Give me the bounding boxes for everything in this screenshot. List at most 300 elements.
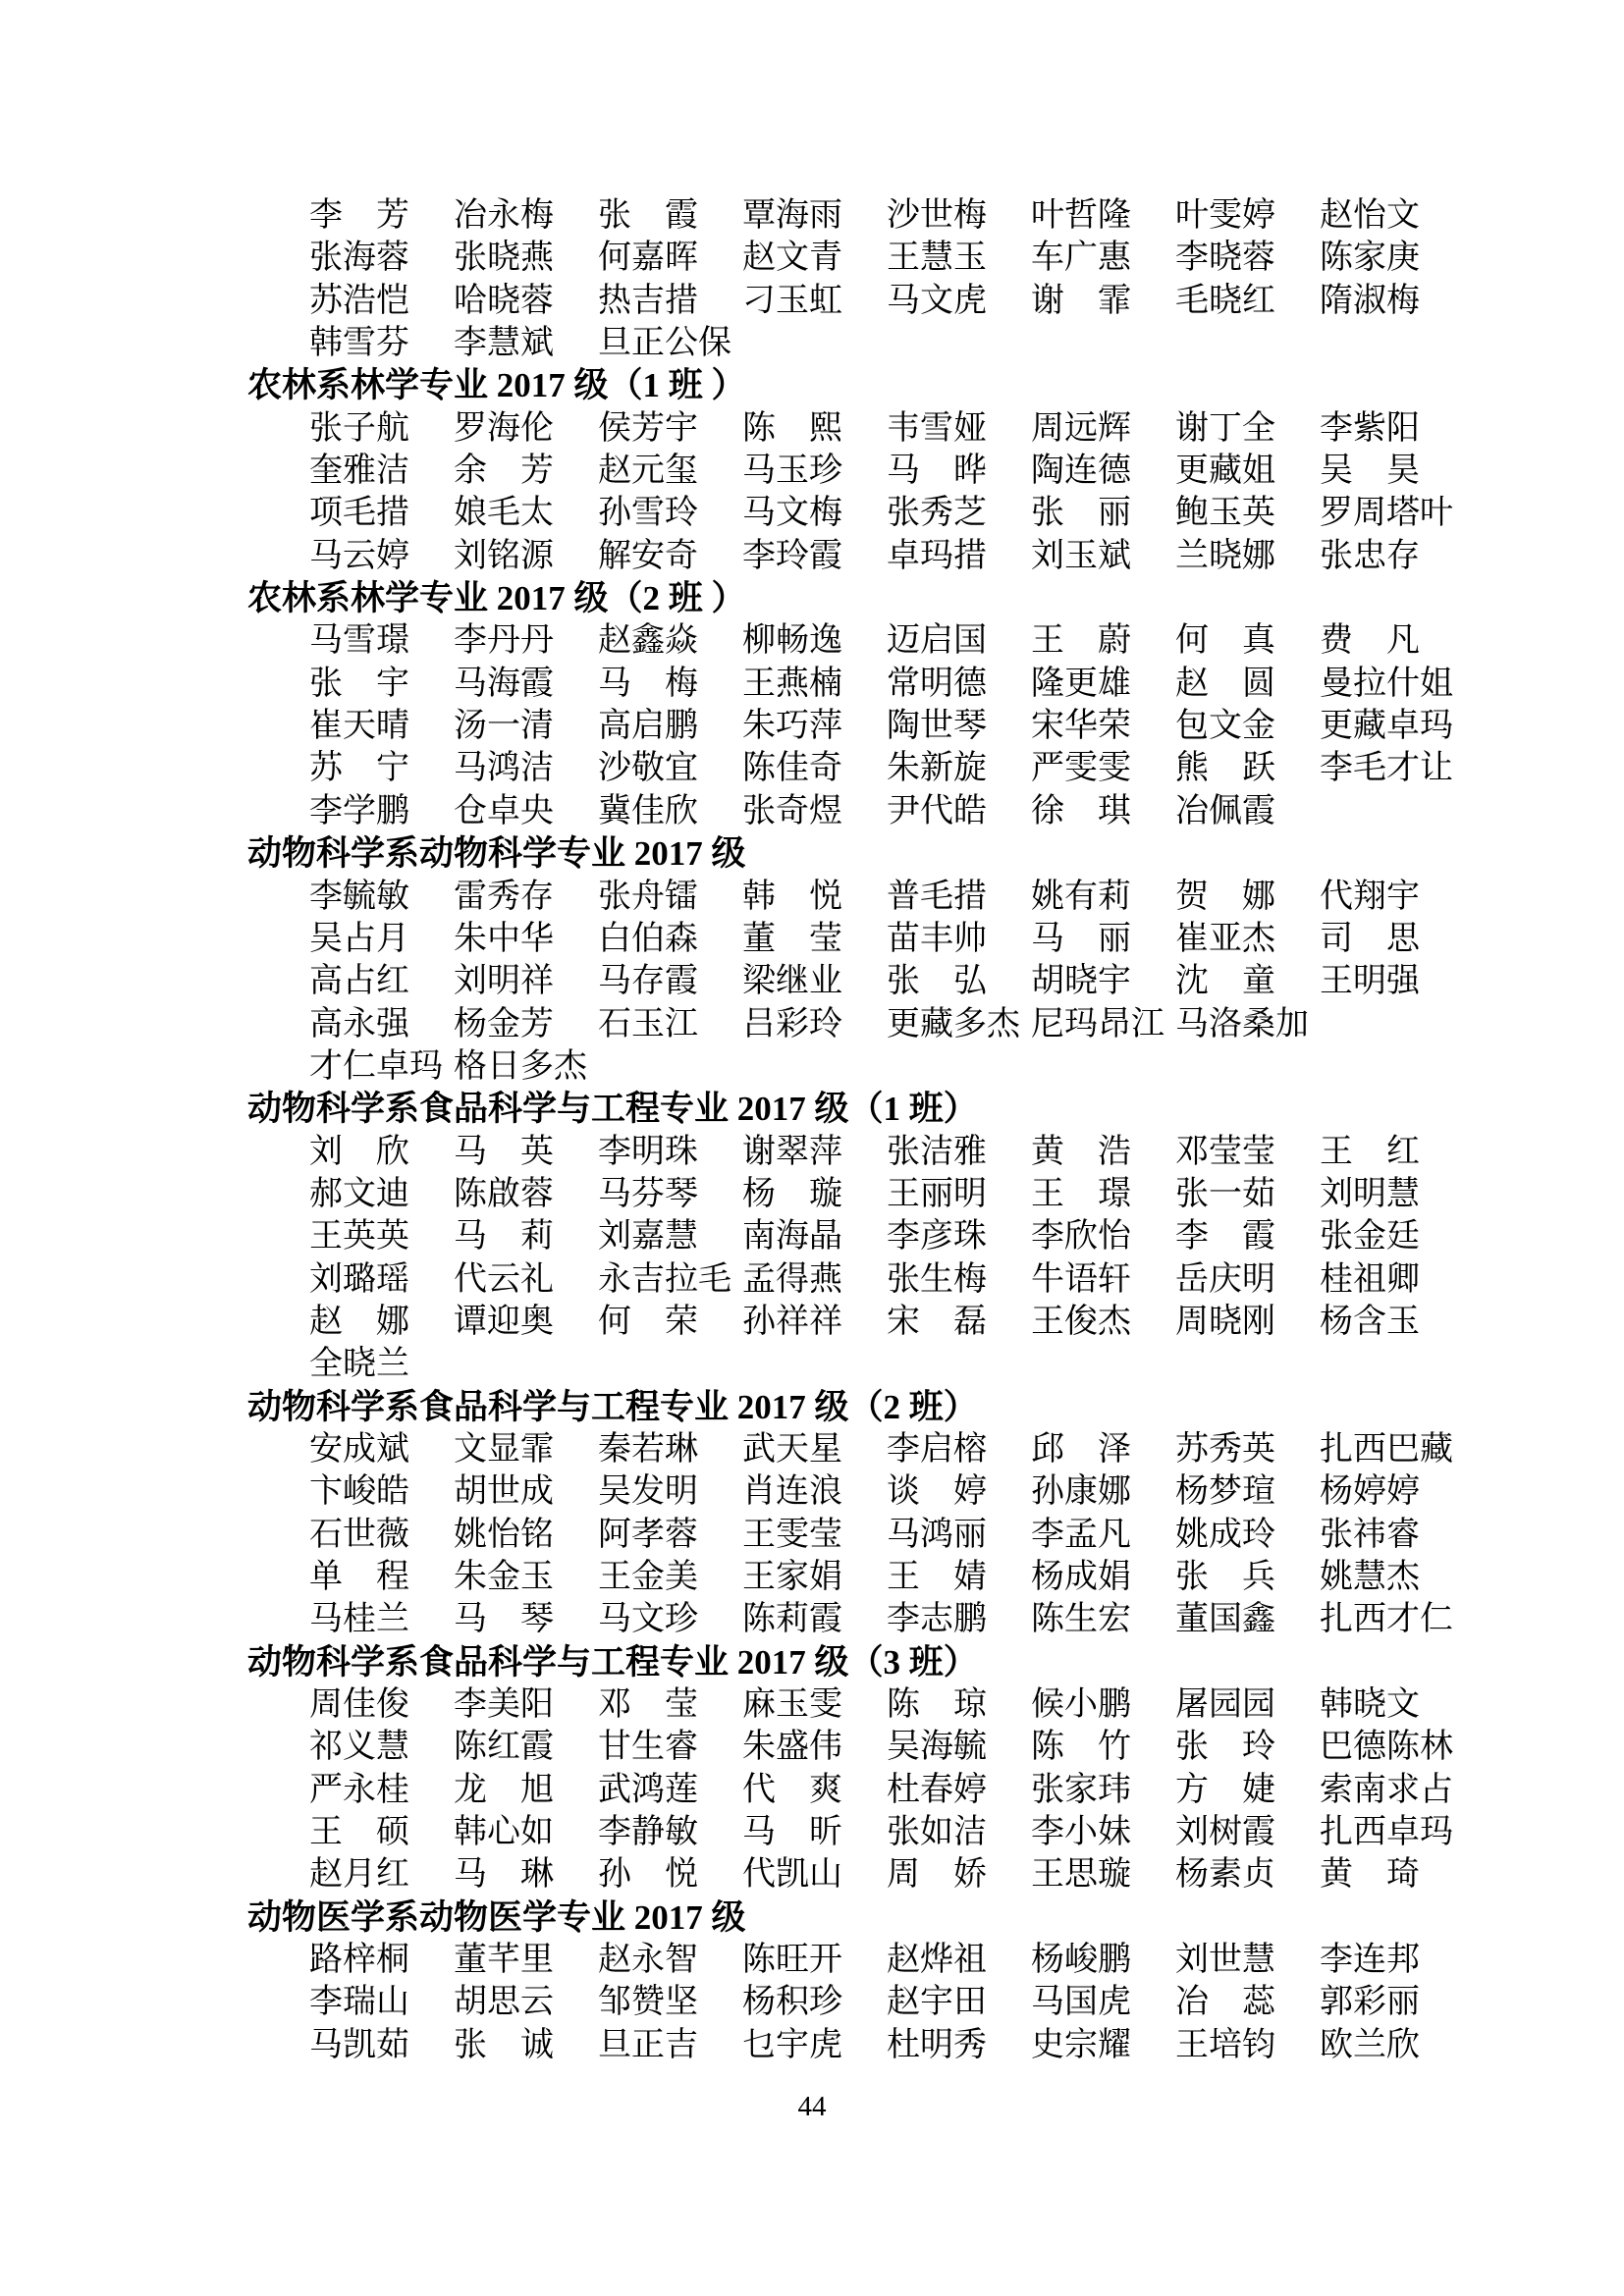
student-name: 扎西才仁 [1320,1601,1453,1638]
student-name: 武鸿莲 [598,1771,698,1808]
student-name: 杜明秀 [887,2026,987,2063]
student-name: 沙世梅 [887,197,987,234]
student-name: 邓莹莹 [1175,1133,1275,1170]
student-name: 覃海雨 [742,197,842,234]
student-name: 余 芳 [454,453,554,490]
student-name: 王丽明 [887,1175,987,1212]
student-name: 鲍玉英 [1175,495,1275,532]
section-header: 动物科学系食品科学与工程专业 2017 级（2 班） [247,1387,978,1426]
student-name: 张奇煜 [742,792,842,829]
student-name: 朱盛伟 [742,1729,842,1766]
student-name: 石世薇 [309,1516,409,1553]
student-name: 马 梅 [598,665,698,702]
name-row [0,1683,1624,1726]
student-name: 李欣怡 [1031,1218,1131,1255]
name-row [0,790,1624,832]
student-name: 马 晔 [887,453,987,490]
student-name: 汤一清 [454,708,554,745]
student-name: 韦雪娅 [887,409,987,447]
student-name: 李志鹏 [887,1601,987,1638]
student-name: 卞峻皓 [309,1473,409,1511]
student-name: 王 红 [1320,1133,1420,1170]
student-name: 张 弘 [887,963,987,1000]
student-name: 陈 熙 [742,409,842,447]
student-name: 李慧斌 [454,325,554,362]
name-row [0,1215,1624,1257]
student-name: 马鸿丽 [887,1516,987,1553]
student-name: 谢丁全 [1175,409,1275,447]
student-name: 张 诚 [454,2026,554,2063]
student-name: 王 蔚 [1031,622,1131,660]
student-name: 石玉江 [598,1005,698,1042]
name-row [0,407,1624,450]
student-name: 王明强 [1320,963,1420,1000]
student-name: 马鸿洁 [454,750,554,787]
student-name: 朱新旋 [887,750,987,787]
student-name: 格日多杰 [454,1047,587,1085]
name-row [0,1003,1624,1045]
student-name: 卓玛措 [887,537,987,574]
student-name: 张生梅 [887,1260,987,1298]
name-row [0,1343,1624,1385]
student-name: 李 霞 [1175,1218,1275,1255]
student-name: 李小妹 [1031,1814,1131,1851]
section-header: 农林系林学专业 2017 级（2 班 ） [247,579,746,618]
student-name: 谢 霏 [1031,282,1131,319]
student-name: 兰晓娜 [1175,537,1275,574]
student-name: 刁玉虹 [742,282,842,319]
student-name: 孙雪玲 [598,495,698,532]
student-name: 梁继业 [742,963,842,1000]
student-name: 马存霞 [598,963,698,1000]
student-name: 何 真 [1175,622,1275,660]
student-name: 陈啟蓉 [454,1175,554,1212]
student-name: 董芊里 [454,1942,554,1979]
student-name: 赵永智 [598,1942,698,1979]
name-row [0,1258,1624,1301]
student-name: 陶连德 [1031,453,1131,490]
student-name: 龙 旭 [454,1771,554,1808]
student-name: 解安奇 [598,537,698,574]
student-name: 姚成玲 [1175,1516,1275,1553]
student-name: 隆更雄 [1031,665,1131,702]
student-name: 肖连浪 [742,1473,842,1511]
student-name: 欧兰欣 [1320,2026,1420,2063]
student-name: 杜春婷 [887,1771,987,1808]
student-name: 李彦珠 [887,1218,987,1255]
name-row [0,1981,1624,2023]
name-row [0,1726,1624,1768]
student-name: 赵怡文 [1320,197,1420,234]
student-name: 王雯莹 [742,1516,842,1553]
student-name: 李孟凡 [1031,1516,1131,1553]
student-name: 李静敏 [598,1814,698,1851]
student-name: 陈红霞 [454,1729,554,1766]
student-name: 黄 琦 [1320,1856,1420,1894]
student-name: 赵文青 [742,240,842,277]
student-name: 安成斌 [309,1430,409,1468]
name-row [0,1556,1624,1598]
student-name: 仓卓央 [454,792,554,829]
student-name: 王培钧 [1175,2026,1275,2063]
student-name: 冶永梅 [454,197,554,234]
student-name: 韩晓文 [1320,1686,1420,1724]
student-name: 杨积珍 [742,1984,842,2021]
student-name: 代 爽 [742,1771,842,1808]
student-name: 董国鑫 [1175,1601,1275,1638]
student-name: 李毓敏 [309,878,409,915]
student-name: 苏秀英 [1175,1430,1275,1468]
student-name: 张 丽 [1031,495,1131,532]
student-name: 苏浩恺 [309,282,409,319]
name-row [0,1131,1624,1173]
student-name: 杨素贞 [1175,1856,1275,1894]
student-name: 娘毛太 [454,495,554,532]
student-name: 姚怡铭 [454,1516,554,1553]
student-name: 严雯雯 [1031,750,1131,787]
student-name: 苗丰帅 [887,920,987,957]
student-name: 更藏卓玛 [1320,708,1453,745]
student-name: 王 婧 [887,1559,987,1595]
student-name: 侯芳宇 [598,409,698,447]
student-name: 赵鑫焱 [598,622,698,660]
name-row [0,1428,1624,1470]
student-name: 刘明慧 [1320,1175,1420,1212]
student-name: 王家娟 [742,1559,842,1595]
student-name: 杨梦瑄 [1175,1473,1275,1511]
student-name: 张如洁 [887,1814,987,1851]
student-name: 吕彩玲 [742,1005,842,1042]
student-name: 李毛才让 [1320,750,1453,787]
student-name: 沈 童 [1175,963,1275,1000]
student-name: 更藏多杰 [887,1005,1020,1042]
student-name: 马玉珍 [742,453,842,490]
student-name: 刘玉斌 [1031,537,1131,574]
student-name: 代云礼 [454,1260,554,1298]
student-name: 祁义慧 [309,1729,409,1766]
student-name: 岳庆明 [1175,1260,1275,1298]
student-name: 朱金玉 [454,1559,554,1595]
student-name: 马 琴 [454,1601,554,1638]
student-name: 沙敬宜 [598,750,698,787]
student-name: 奎雅洁 [309,453,409,490]
student-name: 尹代皓 [887,792,987,829]
student-name: 杨成娟 [1031,1559,1131,1595]
name-row [0,663,1624,705]
student-name: 马文梅 [742,495,842,532]
student-name: 胡思云 [454,1984,554,2021]
student-name: 张祎睿 [1320,1516,1420,1553]
student-name: 张 玲 [1175,1729,1275,1766]
student-name: 热吉措 [598,282,698,319]
student-name: 谭迎奥 [454,1303,554,1340]
name-row [0,1514,1624,1556]
student-name: 赵烨祖 [887,1942,987,1979]
student-name: 张海蓉 [309,240,409,277]
name-row [0,705,1624,747]
student-name: 邓 莹 [598,1686,698,1724]
name-row [0,237,1624,279]
student-name: 扎西巴藏 [1320,1430,1453,1468]
student-name: 曼拉什姐 [1320,665,1453,702]
name-row [0,1811,1624,1853]
student-name: 韩雪芬 [309,325,409,362]
student-name: 贺 娜 [1175,878,1275,915]
page-number: 44 [797,2091,827,2122]
student-name: 何嘉晖 [598,240,698,277]
student-name: 李明珠 [598,1133,698,1170]
student-name: 牛语轩 [1031,1260,1131,1298]
student-name: 马文虎 [887,282,987,319]
student-name: 赵 圆 [1175,665,1275,702]
name-row [0,1939,1624,1981]
student-name: 刘铭源 [454,537,554,574]
student-name: 陈旺开 [742,1942,842,1979]
student-name: 冀佳欣 [598,792,698,829]
name-row [0,747,1624,789]
student-name: 刘世慧 [1175,1942,1275,1979]
student-name: 王思璇 [1031,1856,1131,1894]
student-name: 常明德 [887,665,987,702]
student-name: 刘嘉慧 [598,1218,698,1255]
student-name: 陈 琼 [887,1686,987,1724]
student-name: 胡世成 [454,1473,554,1511]
student-name: 秦若琳 [598,1430,698,1468]
name-row [0,1301,1624,1343]
student-name: 杨含玉 [1320,1303,1420,1340]
student-name: 刘明祥 [454,963,554,1000]
student-name: 谢翠萍 [742,1133,842,1170]
student-name: 候小鹏 [1031,1686,1131,1724]
student-name: 史宗耀 [1031,2026,1131,2063]
student-name: 崔亚杰 [1175,920,1275,957]
student-name: 马桂兰 [309,1601,409,1638]
student-name: 司 思 [1320,920,1420,957]
student-name: 费 凡 [1320,622,1420,660]
student-name: 毛晓红 [1175,282,1275,319]
student-name: 苏 宁 [309,750,409,787]
name-row [0,2024,1624,2066]
student-name: 陈家庚 [1320,240,1420,277]
student-name: 韩心如 [454,1814,554,1851]
student-name: 隋淑梅 [1320,282,1420,319]
name-row [0,280,1624,322]
student-name: 扎西卓玛 [1320,1814,1453,1851]
section-header: 动物科学系食品科学与工程专业 2017 级（3 班） [247,1642,978,1682]
student-name: 乜宇虎 [742,2026,842,2063]
student-name: 方 婕 [1175,1771,1275,1808]
student-name: 张秀芝 [887,495,987,532]
student-name: 谈 婷 [887,1473,987,1511]
student-name: 旦正公保 [598,325,731,362]
student-name: 高永强 [309,1005,409,1042]
student-name: 姚有莉 [1031,878,1131,915]
student-name: 韩 悦 [742,878,842,915]
name-row [0,1173,1624,1215]
student-name: 叶哲隆 [1031,197,1131,234]
student-name: 王 硕 [309,1814,409,1851]
student-name: 徐 琪 [1031,792,1131,829]
student-name: 周 娇 [887,1856,987,1894]
student-name: 孟得燕 [742,1260,842,1298]
student-name: 高启鹏 [598,708,698,745]
student-name: 周远辉 [1031,409,1131,447]
student-name: 李晓蓉 [1175,240,1275,277]
student-name: 南海晶 [742,1218,842,1255]
student-name: 王金美 [598,1559,698,1595]
student-name: 张晓燕 [454,240,554,277]
student-name: 马 丽 [1031,920,1131,957]
student-name: 马海霞 [454,665,554,702]
student-name: 代翔宇 [1320,878,1420,915]
student-name: 董 莹 [742,920,842,957]
student-name: 邹赞坚 [598,1984,698,2021]
student-name: 崔天晴 [309,708,409,745]
student-name: 宋 磊 [887,1303,987,1340]
name-row [0,535,1624,577]
student-name: 马 琳 [454,1856,554,1894]
student-name: 杨峻鹏 [1031,1942,1131,1979]
student-name: 吴 昊 [1320,453,1420,490]
student-name: 何 荣 [598,1303,698,1340]
section-header: 动物科学系动物科学专业 2017 级 [247,834,746,874]
student-name: 李连邦 [1320,1942,1420,1979]
student-name: 单 程 [309,1559,409,1595]
student-name: 才仁卓玛 [309,1047,443,1085]
student-name: 宋华荣 [1031,708,1131,745]
name-row [0,918,1624,960]
student-name: 王慧玉 [887,240,987,277]
student-name: 王 璟 [1031,1175,1131,1212]
student-name: 张舟镭 [598,878,698,915]
student-name: 吴占月 [309,920,409,957]
student-name: 马 昕 [742,1814,842,1851]
student-name: 赵宇田 [887,1984,987,2021]
student-name: 孙祥祥 [742,1303,842,1340]
student-name: 旦正吉 [598,2026,698,2063]
name-row [0,1853,1624,1896]
section-header: 农林系林学专业 2017 级（1 班 ） [247,366,746,405]
student-name: 李 芳 [309,197,409,234]
student-name: 邱 泽 [1031,1430,1131,1468]
name-row [0,322,1624,364]
name-row [0,450,1624,492]
student-name: 张忠存 [1320,537,1420,574]
student-name: 雷秀存 [454,878,554,915]
student-name: 陈莉霞 [742,1601,842,1638]
student-name: 李启榕 [887,1430,987,1468]
student-name: 包文金 [1175,708,1275,745]
student-name: 李学鹏 [309,792,409,829]
student-name: 王俊杰 [1031,1303,1131,1340]
student-name: 杨金芳 [454,1005,554,1042]
name-row [0,1598,1624,1640]
student-name: 罗周塔叶 [1320,495,1453,532]
student-name: 李玲霞 [742,537,842,574]
name-row [0,1769,1624,1811]
student-name: 文显霏 [454,1430,554,1468]
student-name: 李瑞山 [309,1984,409,2021]
student-name: 尼玛昂江 [1031,1005,1164,1042]
student-name: 赵元玺 [598,453,698,490]
name-row [0,194,1624,237]
student-name: 赵月红 [309,1856,409,1894]
student-name: 周佳俊 [309,1686,409,1724]
student-name: 黄 浩 [1031,1133,1131,1170]
student-name: 孙 悦 [598,1856,698,1894]
student-name: 项毛措 [309,495,409,532]
student-name: 马 莉 [454,1218,554,1255]
student-name: 马云婷 [309,537,409,574]
student-name: 马 英 [454,1133,554,1170]
student-name: 郭彩丽 [1320,1984,1420,2021]
student-name: 路梓桐 [309,1942,409,1979]
name-row [0,619,1624,662]
student-name: 王燕楠 [742,665,842,702]
student-name: 张 霞 [598,197,698,234]
student-name: 李丹丹 [454,622,554,660]
student-name: 陶世琴 [887,708,987,745]
student-name: 桂祖卿 [1320,1260,1420,1298]
student-name: 周晓刚 [1175,1303,1275,1340]
student-name: 全晓兰 [309,1346,409,1383]
student-name: 张 宇 [309,665,409,702]
student-name: 永吉拉毛 [598,1260,731,1298]
student-name: 马洛桑加 [1175,1005,1309,1042]
student-name: 张 兵 [1175,1559,1275,1595]
student-name: 胡晓宇 [1031,963,1131,1000]
student-name: 罗海伦 [454,409,554,447]
student-name: 张家玮 [1031,1771,1131,1808]
student-name: 陈生宏 [1031,1601,1131,1638]
student-name: 朱中华 [454,920,554,957]
student-name: 高占红 [309,963,409,1000]
student-name: 白伯森 [598,920,698,957]
student-name: 哈晓蓉 [454,282,554,319]
student-name: 马雪璟 [309,622,409,660]
student-name: 杨 璇 [742,1175,842,1212]
student-name: 郝文迪 [309,1175,409,1212]
student-name: 朱巧萍 [742,708,842,745]
student-name: 武天星 [742,1430,842,1468]
student-name: 马芬琴 [598,1175,698,1212]
student-name: 冶 蕊 [1175,1984,1275,2021]
student-name: 马凯茹 [309,2026,409,2063]
student-name: 严永桂 [309,1771,409,1808]
student-name: 阿孝蓉 [598,1516,698,1553]
name-row [0,1470,1624,1513]
student-name: 马文珍 [598,1601,698,1638]
student-name: 王英英 [309,1218,409,1255]
student-name: 索南求占 [1320,1771,1453,1808]
student-name: 陈 竹 [1031,1729,1131,1766]
student-name: 吴海毓 [887,1729,987,1766]
student-name: 姚慧杰 [1320,1559,1420,1595]
name-row [0,876,1624,918]
student-name: 张金廷 [1320,1218,1420,1255]
student-name: 熊 跃 [1175,750,1275,787]
name-row [0,960,1624,1002]
name-row [0,1045,1624,1088]
student-name: 刘树霞 [1175,1814,1275,1851]
student-name: 麻玉雯 [742,1686,842,1724]
student-name: 迈启国 [887,622,987,660]
student-name: 李美阳 [454,1686,554,1724]
section-header: 动物医学系动物医学专业 2017 级 [247,1897,746,1937]
student-name: 马国虎 [1031,1984,1131,2021]
student-name: 更藏姐 [1175,453,1275,490]
student-name: 代凯山 [742,1856,842,1894]
